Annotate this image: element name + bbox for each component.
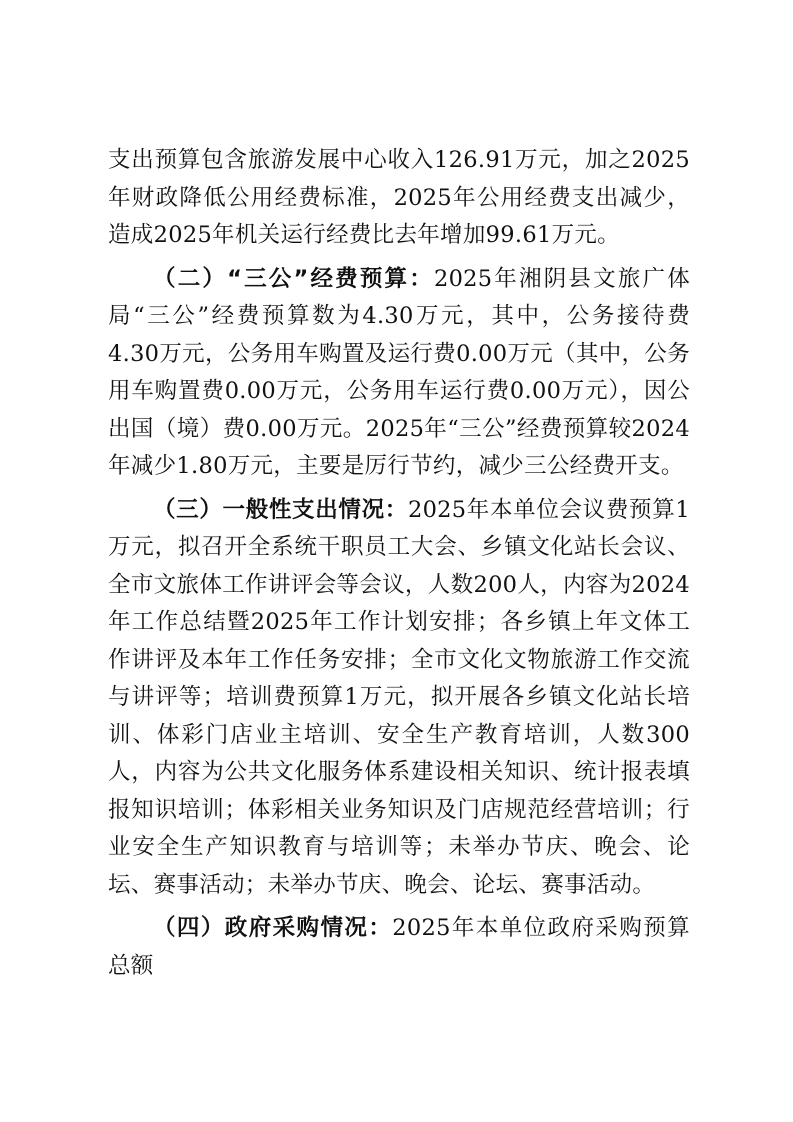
paragraph-continuation bbox=[108, 142, 690, 255]
section-heading: （二）“三公”经费预算： bbox=[153, 265, 434, 292]
section-heading: （四）政府采购情况： bbox=[153, 915, 393, 941]
section-heading: （三）一般性支出情况： bbox=[153, 496, 408, 523]
paragraph-body: 2025年本单位政府采购预算总额 bbox=[108, 915, 690, 979]
body-text bbox=[108, 142, 690, 991]
paragraph-body: 2025年本单位会议费预算1万元，拟召开全系统干职员工大会、乡镇文化站长会议、全市文旅体工作讲评会等会议，人数200人，内容为2024年工作总结暨2025年工作计划安排；各乡镇上年文体工作讲评及本年工作任务安排；全市文化文物旅游工作交流与讲评等；培训费预算1万元，拟开展各乡镇文化站长培训、体彩门店业主培训、安全生产教育培训，人数300人，内容为公共文化服务体系建设相关知识、统计报表填报知识培训；体彩相关业务知识及门店规范经营培训；行业安全生产知识教育与培训等；未举办节庆、晚会、论坛、赛事活动；未举办节庆、晚会、论坛、赛事活动。 bbox=[108, 496, 690, 898]
paragraph-three-public-budget bbox=[108, 261, 690, 486]
paragraph-government-procurement bbox=[108, 910, 690, 985]
paragraph-body: 支出预算包含旅游发展中心收入126.91万元，加之2025年财政降低公用经费标准，2025年公用经费支出减少，造成2025年机关运行经费比去年增加99.61万元。 bbox=[108, 147, 690, 248]
paragraph-body: 2025年湘阴县文旅广体局“三公”经费预算数为4.30万元，其中，公务接待费4.30万元，公务用车购置及运行费0.00万元（其中，公务用车购置费0.00万元，公务用车运行费0.00万元），因公出国（境）费0.00万元。2025年“三公”经费预算较2024年减少1.80万元，主要是厉行节约，减少三公经费开支。 bbox=[108, 265, 690, 479]
paragraph-general-expenditure bbox=[108, 492, 690, 905]
